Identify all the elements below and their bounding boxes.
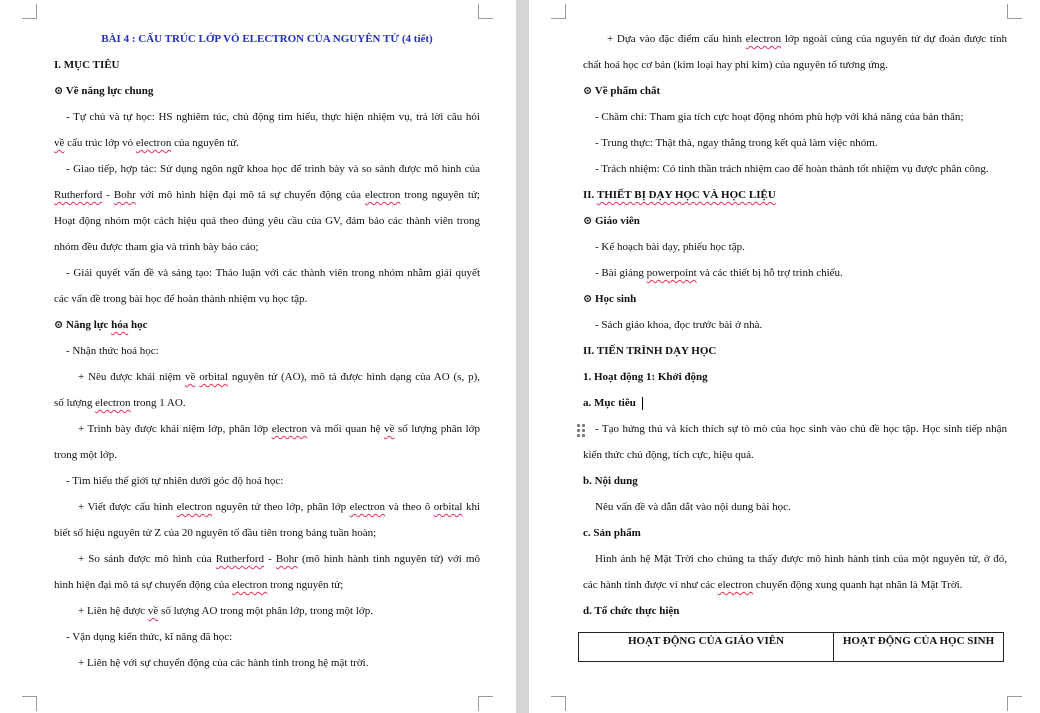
page-2-line-11: ⊙ Học sinh: [583, 293, 637, 305]
page-2-line-14: 1. Hoạt động 1: Khởi động: [583, 371, 708, 383]
page-2-line-2: chất hoá học cơ bản (kim loại hay phi kim) của nguyên tố tương ứng.: [583, 59, 888, 71]
page-1-line-22: + Liên hệ được về số lượng AO trong một phân lớp, trong một lớp.: [78, 605, 373, 617]
margin-mark: [22, 4, 37, 19]
page-2-line-1: + Dựa vào đặc điểm cấu hình electron lớp ngoài cùng của nguyên tử dự đoán được tính: [607, 33, 1007, 45]
page-1-line-2: ⊙ Về năng lực chung: [54, 85, 154, 97]
margin-mark: [22, 696, 37, 711]
page-1-line-5: - Giao tiếp, hợp tác: Sử dụng ngôn ngữ khoa học để trình bày và so sánh được mô hình của: [66, 163, 480, 175]
page-2-line-10: - Bài giảng powerpoint và các thiết bị hỗ trợ trình chiếu.: [595, 267, 843, 279]
page-1-line-12: - Nhận thức hoá học:: [66, 345, 159, 357]
page-1-line-3: - Tự chủ và tự học: HS nghiêm túc, chủ động tìm hiểu, thực hiện nhiệm vụ, trả lời câu hỏi: [66, 111, 480, 123]
page-1-line-1: I. MỤC TIÊU: [54, 59, 120, 71]
margin-mark: [551, 4, 566, 19]
page-2-line-12: - Sách giáo khoa, đọc trước bài ở nhà.: [595, 319, 763, 331]
margin-mark: [1007, 4, 1022, 19]
teacher-activity-header: HOẠT ĐỘNG CỦA GIÁO VIÊN: [579, 633, 834, 662]
page-2-line-21: Hình ảnh hệ Mặt Trời cho chúng ta thấy được mô hình hành tinh của một nguyên tử, ở đó,: [595, 553, 1007, 565]
page-2-line-16: - Tạo hứng thú và kích thích sự tò mò của học sinh vào chủ đề học tập. Học sinh tiếp nhận: [595, 423, 1007, 435]
page-1-line-14: số lượng electron trong 1 AO.: [54, 397, 186, 409]
margin-mark: [1007, 696, 1022, 711]
page-1-line-18: + Viết được cấu hình electron nguyên tử theo lớp, phân lớp electron và theo ô orbital khi: [78, 501, 480, 513]
lesson-title: BÀI 4 : CẤU TRÚC LỚP VỎ ELECTRON CỦA NGUYÊN TỬ (4 tiết): [101, 33, 433, 45]
page-2-line-20: c. Sản phẩm: [583, 527, 641, 539]
page-1-line-23: - Vận dụng kiến thức, kĩ năng đã học:: [66, 631, 233, 643]
activity-table[interactable]: [578, 632, 1004, 662]
page-2[interactable]: [529, 0, 1040, 713]
page-1-line-20: + So sánh được mô hình của Rutherford - Bohr (mô hình hành tinh nguyên tử) với mô: [78, 553, 480, 565]
page-1-line-16: trong một lớp.: [54, 449, 117, 461]
page-1-line-11: ⊙ Năng lực hóa học: [54, 319, 148, 331]
page-1-body[interactable]: [54, 26, 480, 676]
page-2-body[interactable]: [583, 26, 1007, 624]
page-2-line-18: b. Nội dung: [583, 475, 638, 487]
page-2-line-19: Nêu vấn đề và dẫn dắt vào nội dung bài học.: [595, 501, 791, 513]
page-2-line-15: a. Mục tiêu: [583, 390, 1007, 416]
page-1-line-17: - Tìm hiểu thế giới tự nhiên dưới góc độ hoá học:: [66, 475, 284, 487]
page-1-line-19: biết số hiệu nguyên tử Z của 20 nguyên tố đầu tiên trong bảng tuần hoàn;: [54, 527, 377, 539]
student-activity-header: HOẠT ĐỘNG CỦA HỌC SINH: [834, 633, 1004, 662]
margin-mark: [478, 4, 493, 19]
page-2-line-3: ⊙ Về phẩm chất: [583, 85, 661, 97]
page-2-line-8: ⊙ Giáo viên: [583, 215, 640, 227]
page-2-line-7: II. THIẾT BỊ DẠY HỌC VÀ HỌC LIỆU: [583, 189, 776, 201]
page-2-line-23: d. Tổ chức thực hiện: [583, 605, 680, 617]
page-2-line-6: - Trách nhiệm: Có tinh thần trách nhiệm cao để hoàn thành tốt nhiệm vụ được phân công.: [595, 163, 989, 175]
page-1-line-6: Rutherford - Bohr với mô hình hiện đại mô tả sự chuyển động của electron trong nguyên tử;: [54, 189, 480, 201]
page-2-line-13: II. TIẾN TRÌNH DẠY HỌC: [583, 345, 717, 357]
text-cursor: [642, 397, 643, 410]
page-1[interactable]: [0, 0, 516, 713]
page-1-line-21: hình hiện đại mô tả sự chuyển động của electron trong nguyên tử;: [54, 579, 344, 591]
page-1-line-9: - Giải quyết vấn đề và sáng tạo: Thảo luận với các thành viên trong nhóm nhằm giải quyết: [66, 267, 480, 279]
page-1-line-15: + Trình bày được khái niệm lớp, phân lớp electron và mối quan hệ về số lượng phân lớp: [78, 423, 480, 435]
page-1-line-8: nhóm đều được tham gia và trình bày báo cáo;: [54, 241, 259, 253]
margin-mark: [478, 696, 493, 711]
page-2-line-4: - Chăm chỉ: Tham gia tích cực hoạt động nhóm phù hợp với khả năng của bản thân;: [595, 111, 964, 123]
page-1-line-13: + Nêu được khái niệm về orbital nguyên tử (AO), mô tả được hình dạng của AO (s, p),: [78, 371, 480, 383]
page-2-line-9: - Kế hoạch bài dạy, phiếu học tập.: [595, 241, 745, 253]
page-2-line-5: - Trung thực: Thật thà, ngay thẳng trong kết quả làm việc nhóm.: [595, 137, 878, 149]
drag-handle-icon[interactable]: [577, 424, 587, 438]
margin-mark: [551, 696, 566, 711]
page-2-line-17: kiến thức chủ động, tích cực, hiệu quả.: [583, 449, 754, 461]
page-1-line-10: các vấn đề trong bài học để hoàn thành nhiệm vụ học tập.: [54, 293, 308, 305]
page-1-line-24: + Liên hệ với sự chuyển động của các hành tinh trong hệ mặt trời.: [78, 657, 369, 669]
page-2-line-22: các hành tinh được ví như các electron chuyển động xung quanh hạt nhân là Mặt Trời.: [583, 579, 963, 591]
page-1-line-7: Hoạt động nhóm một cách hiệu quả theo đúng yêu cầu của GV, đảm bảo các thành viên trong: [54, 215, 480, 227]
page-1-line-4: về cấu trúc lớp vỏ electron của nguyên tử.: [54, 137, 239, 149]
